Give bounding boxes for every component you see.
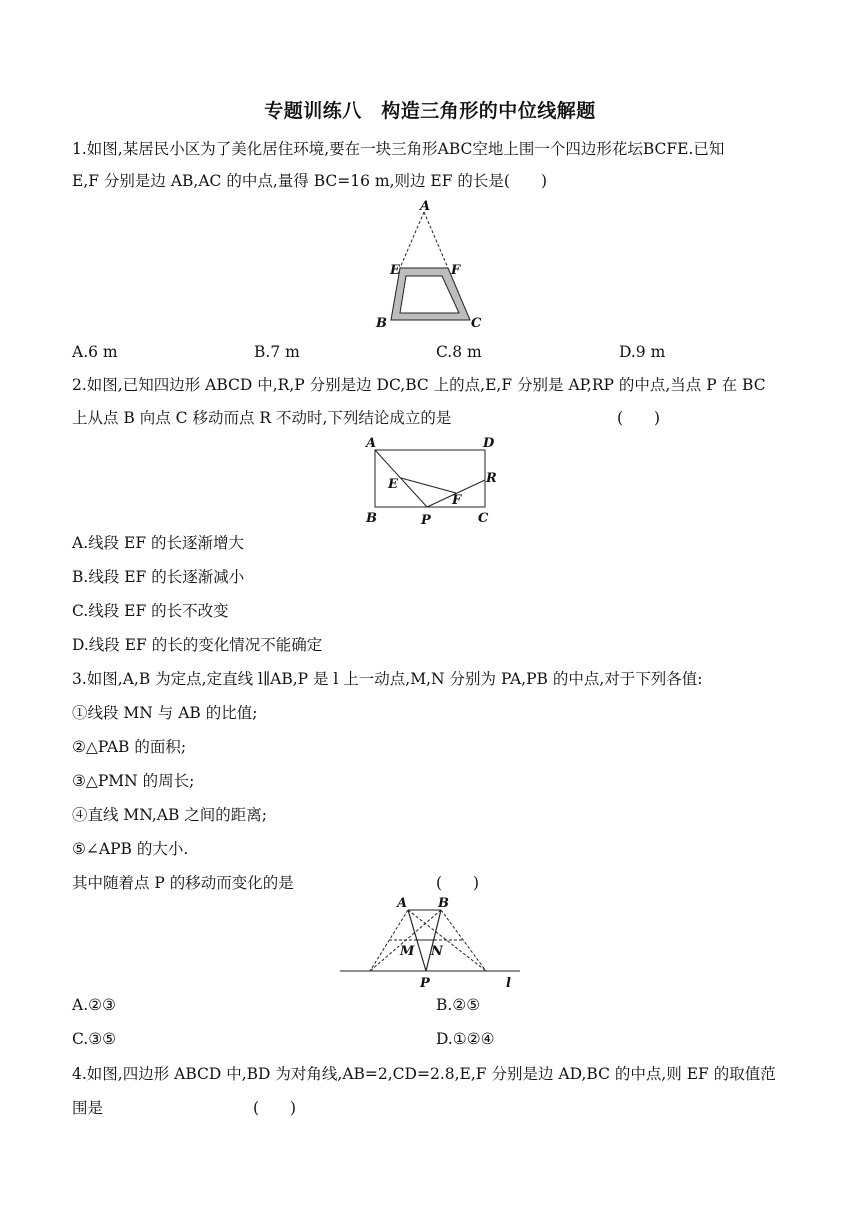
q1-dashed-af xyxy=(424,212,448,268)
q1-label-a: A xyxy=(420,199,431,214)
q3-label-a: A xyxy=(397,896,408,911)
q1-label-c: C xyxy=(471,316,482,331)
q1-option-c[interactable]: C.8 m xyxy=(436,343,482,361)
q1-text-line1: 1.如图,某居民小区为了美化居住环境,要在一块三角形ABC空地上围一个四边形花坛BCFE.已知 xyxy=(72,140,725,158)
q2-label-b: B xyxy=(366,511,377,526)
q3-option-c[interactable]: C.③⑤ xyxy=(72,1030,117,1048)
q2-text-line1: 2.如图,已知四边形 ABCD 中,R,P 分别是边 DC,BC 上的点,E,F 分别是 AP,RP 的中点,当点 P 在 BC xyxy=(72,376,766,394)
q1-option-d[interactable]: D.9 m xyxy=(619,343,666,361)
q3-label-m: M xyxy=(400,944,415,959)
q2-option-b[interactable]: B.线段 EF 的长逐渐减小 xyxy=(72,568,245,586)
q1-option-b[interactable]: B.7 m xyxy=(254,343,300,361)
q3-option-a[interactable]: A.②③ xyxy=(72,996,116,1014)
q3-label-p: P xyxy=(420,976,430,991)
q1-option-a[interactable]: A.6 m xyxy=(72,343,118,361)
q3-item-1: ①线段 MN 与 AB 的比值; xyxy=(72,704,258,722)
q3-item-2: ②△PAB 的面积; xyxy=(72,738,187,756)
q2-figure xyxy=(360,430,510,530)
q3-option-b[interactable]: B.②⑤ xyxy=(436,996,481,1014)
q1-label-f: F xyxy=(451,263,461,278)
q2-label-d: D xyxy=(483,436,495,451)
q2-label-p: P xyxy=(421,513,431,528)
q3-item-5: ⑤∠APB 的大小. xyxy=(72,840,189,858)
q3-label-b: B xyxy=(438,896,449,911)
q4-text-line1: 4.如图,四边形 ABCD 中,BD 为对角线,AB=2,CD=2.8,E,F 分别是边 AD,BC 的中点,则 EF 的取值范 xyxy=(72,1065,776,1083)
q3-question: 其中随着点 P 的移动而变化的是 xyxy=(72,874,294,892)
q1-label-b: B xyxy=(376,316,387,331)
q2-label-a: A xyxy=(366,436,377,451)
q1-dashed-ae xyxy=(400,212,424,268)
q2-option-a[interactable]: A.线段 EF 的长逐渐增大 xyxy=(72,534,245,552)
q3-text-line1: 3.如图,A,B 为定点,定直线 l∥AB,P 是 l 上一动点,M,N 分别为 PA,PB 的中点,对于下列各值: xyxy=(72,670,703,688)
q4-answer-paren: ( ) xyxy=(253,1099,297,1117)
q2-option-c[interactable]: C.线段 EF 的长不改变 xyxy=(72,602,229,620)
q2-segment-ef xyxy=(401,478,456,493)
q2-text-line2: 上从点 B 向点 C 移动而点 R 不动时,下列结论成立的是 xyxy=(72,409,452,427)
q3-item-4: ④直线 MN,AB 之间的距离; xyxy=(72,806,268,824)
q1-text-line2: E,F 分别是边 AB,AC 的中点,量得 BC=16 m,则边 EF 的长是( ) xyxy=(72,172,548,190)
q3-figure xyxy=(338,893,528,993)
q2-label-c: C xyxy=(478,511,489,526)
q3-item-3: ③△PMN 的周长; xyxy=(72,772,195,790)
q4-text-line2: 围是 xyxy=(72,1099,104,1117)
q1-label-e: E xyxy=(390,263,400,278)
q3-option-d[interactable]: D.①②④ xyxy=(436,1030,495,1048)
q2-label-f: F xyxy=(452,493,462,508)
q2-option-d[interactable]: D.线段 EF 的长的变化情况不能确定 xyxy=(72,636,323,654)
q3-label-n: N xyxy=(431,944,443,959)
q2-label-r: R xyxy=(486,471,497,486)
q2-label-e: E xyxy=(388,477,398,492)
q3-answer-paren: ( ) xyxy=(436,874,480,892)
q2-answer-paren: ( ) xyxy=(617,409,661,427)
q1-figure xyxy=(370,200,490,335)
q3-label-l: l xyxy=(506,976,511,991)
page-title: 专题训练八 构造三角形的中位线解题 xyxy=(264,100,596,122)
